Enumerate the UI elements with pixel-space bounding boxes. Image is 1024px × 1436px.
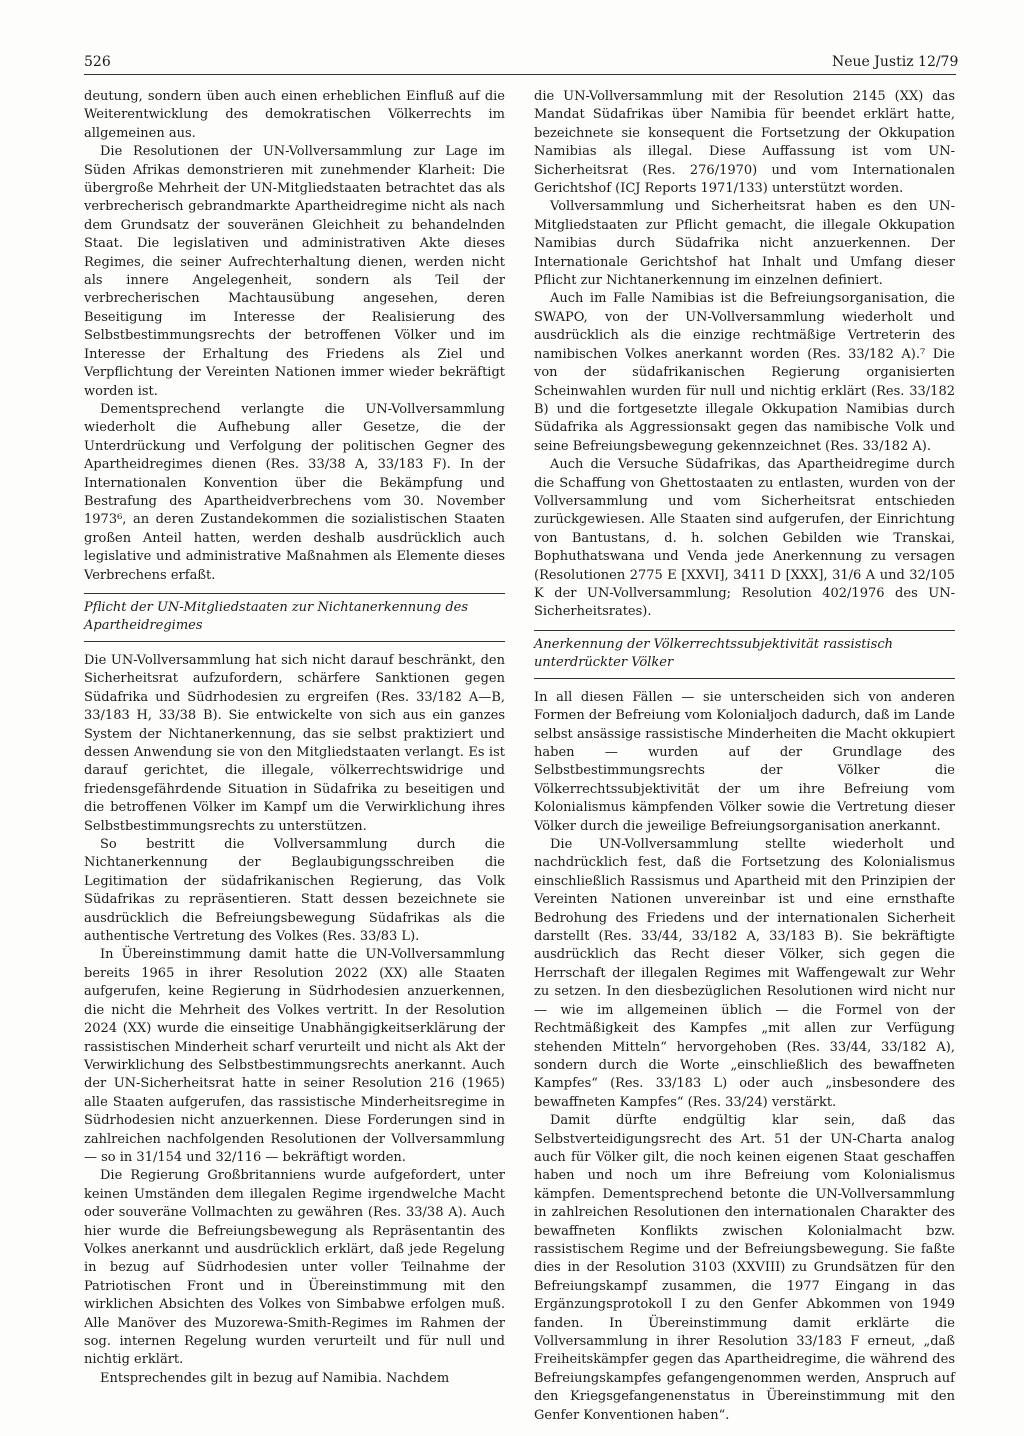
paragraph: Auch im Falle Namibias ist die Befreiungsorganisation, die SWAPO, von der UN-Vollversammlung wiederholt und ausdrücklich als die einzige rechtmäßige Vertreterin des namibischen Volkes anerkannt worden (Res. 33/182 A).⁷ Die von der südafrikanischen Regierung organisierten Scheinwahlen wurden für null und nichtig erklärt (Res. 33/182 B) und die fortgesetzte illegale Okkupation Namibias durch Südafrika als Aggressionsakt gegen das namibische Volk und seine Befreiungsbewegung gekennzeichnet (Res. 33/182 A). [534, 291, 955, 454]
page-number: 526 [84, 54, 111, 70]
paragraph: die UN-Vollversammlung mit der Resolution 2145 (XX) das Mandat Südafrikas über Namibia für beendet erklärt hatte, bezeichnete sie konsequent die Fortsetzung der Okkupation Namibias als illegal. Diese Auffassung ist vom UN-Sicherheitsrat (Res. 276/1970) und vom Internationalen Gerichtshof (ICJ Reports 1971/133) unterstützt worden. [534, 89, 955, 197]
paragraph: Dementsprechend verlangte die UN-Vollversammlung wiederholt die Aufhebung aller Gesetze, die der Unterdrückung und Verfolgung der politischen Gegner des Apartheidregimes dienen (Res. 33/38 A, 33/183 F). In der Internationalen Konvention über die Bekämpfung und Bestrafung des Apartheidverbrechens vom 30. November 1973⁶, an deren Zustandekommen die sozialistischen Staaten großen Anteil hatten, werden deshalb ausdrücklich auch legislative und administrative Maßnahmen als Elemente dieses Verbrechens erfaßt. [84, 401, 505, 583]
paragraph: Die UN-Vollversammlung hat sich nicht darauf beschränkt, den Sicherheitsrat aufzufordern, schärfere Sanktionen gegen Südafrika und Südrhodesien zu ergreifen (Res. 33/182 A—B, 33/183 H, 33/38 B). Sie entwickelte von sich aus ein ganzes System der Nichtanerkennung, das sie selbst praktiziert und dessen Anwendung sie von den Mitgliedstaaten verlangt. Es ist darauf gerichtet, die illegale, völkerrechtswidrige und friedensgefährdende Situation in Südafrika zu beseitigen und die betroffenen Völker im Kampf um die Verwirklichung ihres Selbstbestimmungsrechts zu unterstützen. [84, 652, 505, 834]
journal-title: Neue Justiz 12/79 [832, 54, 959, 70]
paragraph: Vollversammlung und Sicherheitsrat haben es den UN-Mitgliedstaaten zur Pflicht gemacht, die illegale Okkupation Namibias durch Südafrika nicht anzuerkennen. Der Internationale Gerichtshof hat Inhalt und Umfang dieser Pflicht zur Nichtanerkennung im einzelnen definiert. [534, 199, 955, 289]
paragraph: Die UN-Vollversammlung stellte wiederholt und nachdrücklich fest, daß die Fortsetzung des Kolonialismus einschließlich Rassismus und Apartheid mit den Prinzipien der Vereinten Nationen unvereinbar ist und eine ernsthafte Bedrohung des Friedens und der internationalen Sicherheit darstellt (Res. 33/44, 33/182 A, 33/183 B). Sie bekräftigte ausdrücklich das Recht dieser Völker, sich gegen die Herrschaft der illegalen Regimes mit Waffengewalt zur Wehr zu setzen. In den diesbezüglichen Resolutionen wird nicht nur — wie im allgemeinen üblich — die Formel von der Rechtmäßigkeit des Kampfes „mit allen zur Verfügung stehenden Mitteln“ hervorgehoben (Res. 33/44, 33/182 A), sondern durch die Worte „einschließlich des bewaffneten Kampfes“ (Res. 33/183 L) oder auch „insbesondere des bewaffneten Kampfes“ (Res. 33/24) verstärkt. [534, 837, 955, 1110]
paragraph: In Übereinstimmung damit hatte die UN-Vollversammlung bereits 1965 in ihrer Resolution 2022 (XX) alle Staaten aufgerufen, keine Regierung in Südrhodesien anzuerkennen, die nicht die Mehrheit des Volkes vertritt. In der Resolution 2024 (XX) wurde die einseitige Unabhängigkeitserklärung der rassistischen Minderheit scharf verurteilt und nicht als Akt der Verwirklichung des Selbstbestimmungsrechts anerkannt. Auch der UN-Sicherheitsrat hatte in seiner Resolution 216 (1965) alle Staaten aufgerufen, das rassistische Minderheitsregime in Südrhodesien nicht anzuerkennen. Diese Forderungen sind in zahlreichen nachfolgenden Resolutionen der Vollversammlung — so in 31/154 und 32/116 — bekräftigt worden. [84, 947, 505, 1165]
paragraph: So bestritt die Vollversammlung durch die Nichtanerkennung der Beglaubigungsschreiben die Legitimation der südafrikanischen Regierung, das Volk Südafrikas zu repräsentieren. Statt dessen bezeichnete sie ausdrücklich die Befreiungsbewegung Südafrikas als die authentische Vertretung des Volkes (Res. 33/83 L). [84, 837, 505, 945]
left-column [84, 88, 505, 1388]
paragraph: deutung, sondern üben auch einen erheblichen Einfluß auf die Weiterentwicklung des demokratischen Völkerrechts im allgemeinen aus. [84, 89, 505, 141]
paragraph: Die Regierung Großbritanniens wurde aufgefordert, unter keinen Umständen dem illegalen Regime irgendwelche Macht oder souveräne Vollmachten zu gewähren (Res. 33/38 A). Auch hier wurde die Befreiungsbewegung als Repräsentantin des Volkes anerkannt und ausdrücklich erklärt, daß jede Regelung in bezug auf Südrhodesien unter voller Teilnahme der Patriotischen Front und in Übereinstimmung mit den wirklichen Absichten des Volkes von Simbabwe erfolgen muß. Alle Manöver des Muzorewa-Smith-Regimes im Rahmen der sog. internen Regelung wurden verurteilt und für null und nichtig erklärt. [84, 1168, 505, 1368]
paragraph: Die Resolutionen der UN-Vollversammlung zur Lage im Süden Afrikas demonstrieren mit zunehmender Klarheit: Die übergroße Mehrheit der UN-Mitgliedstaaten betrachtet das als verbrecherisch gebrandmarkte Apartheidregime nicht als nach dem Grundsatz der souveränen Gleichheit zu behandelnden Staat. Die legislativen und administrativen Akte dieses Regimes, die seiner Aufrechterhaltung dienen, werden nicht als innere Angelegenheit, sondern als Teil der verbrecherischen Machtausübung angesehen, deren Beseitigung im Interesse der Realisierung des Selbstbestimmungsrechts der betroffenen Völker und im Interesse der Erhaltung des Friedens als Ziel und Verpflichtung der Vereinten Nationen immer wieder bekräftigt worden ist. [84, 144, 505, 399]
header-rule [84, 74, 956, 75]
paragraph: In all diesen Fällen — sie unterscheiden sich von anderen Formen der Befreiung vom Kolonialjoch dadurch, daß im Lande selbst ansässige rassistische Minderheiten die Macht okkupiert haben — wurden auf der Grundlage des Selbstbestimmungsrechts der Völker die Völkerrechtssubjektivität der um ihre Befreiung vom Kolonialismus kämpfenden Völker sowie die Vertretung dieser Völker durch die jeweilige Befreiungsorganisation anerkannt. [534, 689, 955, 834]
paragraph: Damit dürfte endgültig klar sein, daß das Selbstverteidigungsrecht des Art. 51 der UN-Charta analog auch für Völker gilt, die noch keinen eigenen Staat geschaffen haben und noch um ihre Befreiung vom Kolonialismus kämpfen. Dementsprechend betonte die UN-Vollversammlung in zahlreichen Resolutionen den internationalen Charakter des bewaffneten Konflikts zwischen Kolonialmacht bzw. rassistischem Regime und der Befreiungsbewegung. Sie faßte dies in der Resolution 3103 (XXVIII) zu Grundsätzen für den Befreiungskampf zusammen, die 1977 Eingang in das Ergänzungsprotokoll I zu den Genfer Abkommen von 1949 fanden. In Übereinstimmung damit erklärte die Vollversammlung in ihrer Resolution 33/183 F erneut, „daß Freiheitskämpfer gegen das Apartheidregime, die während des Befreiungskampfes gefangengenommen werden, Anspruch auf den Kriegsgefangenenstatus in Übereinstimmung mit den Genfer Konventionen haben“. [534, 1113, 955, 1423]
section-heading: Pflicht der UN-Mitgliedstaaten zur Nichtanerkennung des Apartheidregimes [84, 593, 505, 642]
paragraph: Entsprechendes gilt in bezug auf Namibia. Nachdem [100, 1370, 450, 1386]
section-heading: Anerkennung der Völkerrechtssubjektivität rassistisch unterdrückter Völker [534, 630, 955, 679]
paragraph: Auch die Versuche Südafrikas, das Apartheidregime durch die Schaffung von Ghettostaaten zu entlasten, wurden von der Vollversammlung und vom Sicherheitsrat entschieden zurückgewiesen. Alle Staaten sind aufgerufen, der Einrichtung von Bantustans, d. h. solchen Gebilden wie Transkai, Bophuthatswana und Venda jede Anerkennung zu versagen (Resolutionen 2775 E [XXVI], 3411 D [XXX], 31/6 A und 32/105 K der UN-Vollversammlung; Resolution 402/1976 des UN-Sicherheitsrates). [534, 457, 955, 620]
right-column [534, 88, 955, 1425]
